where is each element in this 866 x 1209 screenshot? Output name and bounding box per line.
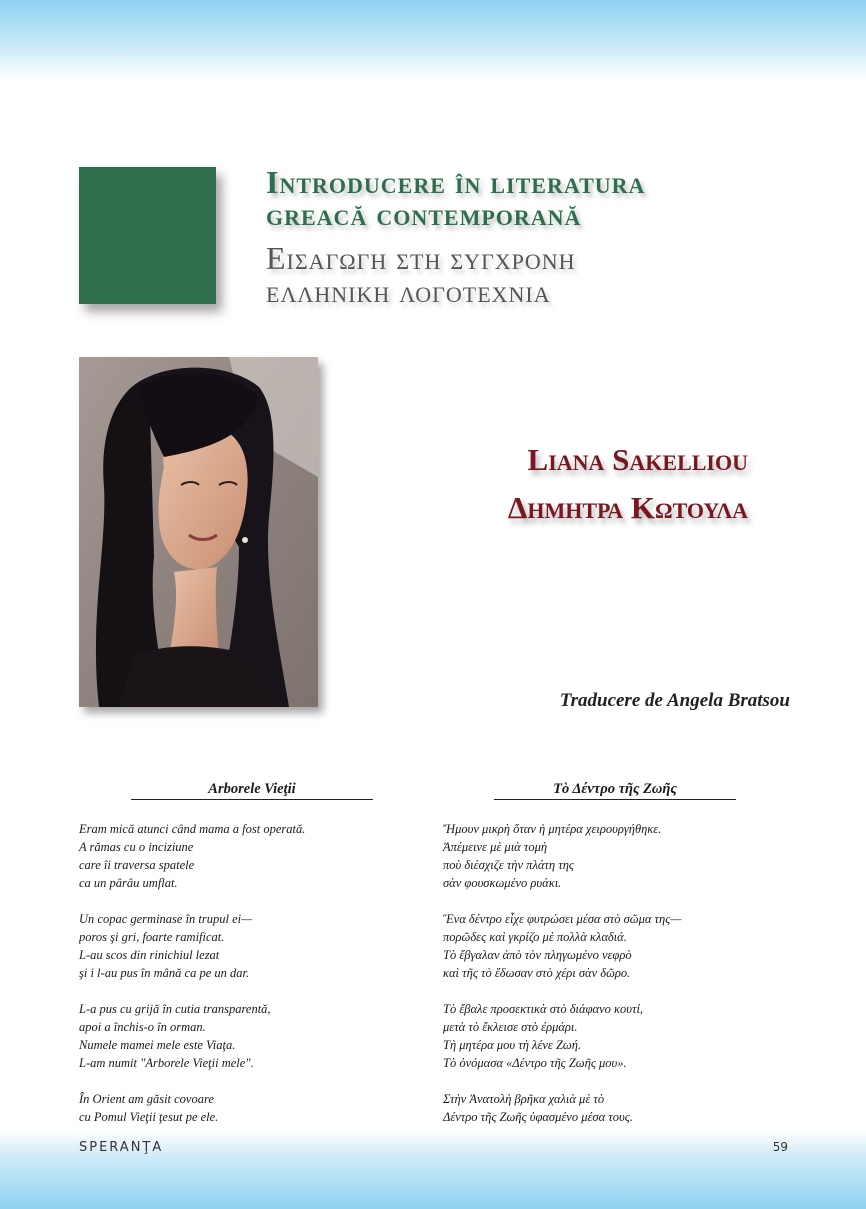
poem-line: cu Pomul Vieţii ţesut pe ele. [79,1110,219,1124]
poem-line: ποὺ διέσχιζε τὴν πλάτη της [443,858,574,872]
poem-line: poros şi gri, foarte ramificat. [79,930,225,944]
poem-line: apoi a închis-o în orman. [79,1020,206,1034]
title-gr-line-1: Εισαγωγη στη συγχρονη [266,240,576,276]
poem-line: Τὴ μητέρα μου τὴ λένε Ζωή. [443,1038,582,1052]
page-number: 59 [772,1140,788,1154]
poem-line: Τὸ ἔβγαλαν ἀπὸ τὸν πληγωμένο νεφρὸ [443,948,632,962]
poem-line: care îi traversa spatele [79,858,195,872]
article-title-block [266,166,826,308]
poem-gr-stanza-3 [443,1000,783,1072]
title-gr-line-2: ελληνικη λογοτεχνια [266,273,551,309]
poem-line: ca un pârâu umflat. [79,876,178,890]
title-ro-line-2: greacă contemporană [266,196,582,232]
poem-line: Ἀπέμεινε μὲ μιὰ τομὴ [443,840,548,854]
title-romanian [266,166,826,230]
footer-brand: SPERANŢA [79,1140,164,1155]
poem-line: În Orient am găsit covoare [79,1092,214,1106]
poem-line: Δέντρο τῆς Ζωῆς ὑφασμένο μέσα τους. [443,1110,633,1124]
poem-line: πορῶδες καὶ γκρίζο μὲ πολλὰ κλαδιά. [443,930,627,944]
poem-line: Ἕνα δέντρο εἶχε φυτρώσει μέσα στὸ σῶμα της— [443,912,682,926]
poem-gr-title: Τὸ Δέντρο τῆς Ζωῆς [494,781,736,800]
poem-line: Eram mică atunci când mama a fost operată. [79,822,306,836]
poem-line: καὶ τῆς τὸ ἔδωσαν στὸ χέρι σὰν δῶρο. [443,966,631,980]
poem-ro-stanza-2 [79,910,419,982]
poem-greek [443,781,783,1144]
author-name-latin: Liana Sakelliou [527,442,748,477]
poem-line: Στὴν Ἀνατολὴ βρῆκα χαλιὰ μὲ τὸ [443,1092,605,1106]
poem-line: Un copac germinase în trupul ei— [79,912,253,926]
poem-line: Τὸ ὀνόμασα «Δέντρο τῆς Ζωῆς μου». [443,1056,627,1070]
title-greek [266,242,826,308]
poem-ro-stanza-1 [79,820,419,892]
poem-ro-stanza-4 [79,1090,419,1126]
poem-line: Ἤμουν μικρὴ ὅταν ἡ μητέρα χειρουργήθηκε. [443,822,662,836]
poem-line: Τὸ ἔβαλε προσεκτικὰ στὸ διάφανο κουτί, [443,1002,644,1016]
poem-ro-title: Arborele Vieţii [131,781,373,800]
poem-line: A rămas cu o inciziune [79,840,194,854]
author-name-greek: Δημητρα Κωτουλα [507,490,748,525]
green-decorative-square [79,167,216,304]
top-gradient-band [0,0,866,80]
translator-credit: Traducere de Angela Bratsou [559,690,790,711]
poem-gr-stanza-1 [443,820,783,892]
poem-line: σὰν φουσκωμένο ρυάκι. [443,876,562,890]
poem-line: L-au scos din rinichiul lezat [79,948,220,962]
title-ro-line-1: Introducere în literatura [266,164,646,200]
poem-ro-stanza-3 [79,1000,419,1072]
poem-line: L-a pus cu grijă în cutia transparentă, [79,1002,271,1016]
poem-line: şi i l-au pus în mână ca pe un dar. [79,966,250,980]
poem-line: μετὰ τὸ ἔκλεισε στὸ ἐρμάρι. [443,1020,578,1034]
poem-gr-stanza-4 [443,1090,783,1126]
author-portrait-photo [79,357,318,707]
poem-line: L-am numit "Arborele Vieţii mele". [79,1056,254,1070]
poem-gr-stanza-2 [443,910,783,982]
authors-block [430,443,748,539]
poem-romanian [79,781,419,1144]
poem-line: Numele mamei mele este Viaţa. [79,1038,236,1052]
